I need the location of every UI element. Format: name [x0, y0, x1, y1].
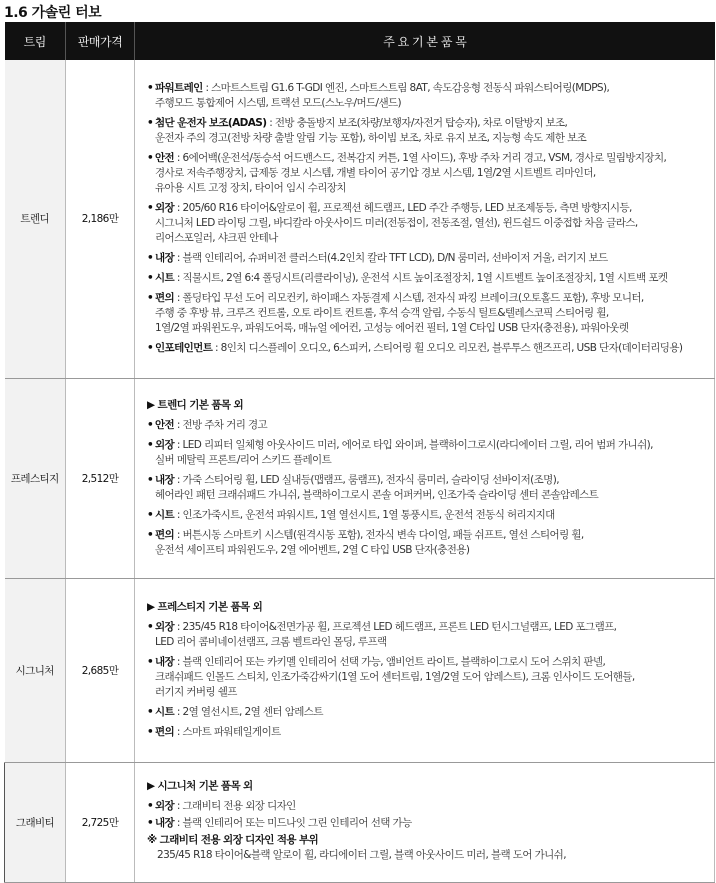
table-header-row [5, 22, 715, 60]
feature-item [147, 151, 706, 196]
trim-price: 2,512만 [66, 378, 135, 578]
feature-text: : 235/45 R18 타이어&전면가공 휠, 프로젝션 LED 헤드램프, 프론트 LED 턴시그널램프, LED 포그램프, LED 리어 콤비네이션램프, 크롬 벨트라인 몰딩, 루프랙 [155, 621, 617, 648]
feature-item [147, 418, 706, 433]
gravity-design-note-title: ※ 그래비티 전용 외장 디자인 적용 부위 [147, 833, 319, 846]
table-row-trendy [5, 60, 715, 378]
table-row-prestige [5, 378, 715, 578]
feature-label: 편의 [155, 292, 175, 305]
feature-text: : 전방 충돌방지 보조(차량/보행자/자전거 탑승자), 차로 이탈방지 보조, 운전자 주의 경고(전방 차량 출발 알림 기능 포함), 하이빔 보조, 차로 유지 보조, 지능형 속도 제한 보조 [155, 117, 587, 145]
feature-label: 시트 [155, 509, 175, 521]
feature-text: : 2열 열선시트, 2열 센터 암레스트 [174, 706, 323, 718]
feature-label: 파워트레인 [155, 82, 203, 95]
feature-item [147, 620, 706, 650]
feature-item [147, 201, 706, 246]
trim-name: 트렌디 [5, 60, 66, 378]
base-trim-note: ▶ 트렌디 기본 품목 외 [147, 399, 244, 411]
feature-item [147, 291, 706, 336]
header-features: 주 요 기 본 품 목 [135, 22, 715, 60]
table-row-signature [5, 578, 715, 762]
feature-list [147, 81, 706, 356]
feature-label: 내장 [155, 656, 175, 668]
feature-cell [135, 578, 715, 762]
feature-label: 첨단 운전자 보조(ADAS) [155, 117, 267, 130]
trim-name: 프레스티지 [5, 378, 66, 578]
feature-item [147, 705, 706, 720]
feature-label: 내장 [155, 252, 175, 265]
feature-item [147, 473, 706, 503]
feature-text: : 버튼시동 스마트키 시스템(원격시동 포함), 전자식 변속 다이얼, 패들 쉬프트, 열선 스티어링 휠, 운전석 세이프티 파워윈도우, 2열 에어벤트, 2열 C 타입 USB 단자(충전용) [155, 529, 584, 556]
trim-name: 그래비티 [5, 762, 66, 882]
feature-text: : 스마트 파워테일게이트 [174, 726, 281, 738]
feature-text: : 직물시트, 2열 6:4 폴딩시트(리클라이닝), 운전석 시트 높이조절장치, 1열 시트벨트 높이조절장치, 1열 시트백 포켓 [174, 272, 668, 285]
feature-item [147, 508, 706, 523]
table-row-gravity [5, 762, 715, 882]
feature-label: 안전 [155, 419, 175, 431]
feature-label: 외장 [155, 202, 175, 215]
feature-cell [135, 378, 715, 578]
feature-text: : 그래비티 전용 외장 디자인 [174, 799, 296, 812]
trim-name: 시그니처 [5, 578, 66, 762]
feature-list [147, 418, 706, 558]
feature-item [147, 341, 706, 356]
feature-item [147, 725, 706, 740]
feature-label: 내장 [155, 474, 175, 486]
feature-item [147, 438, 706, 468]
feature-text: : LED 리피터 일체형 아웃사이드 미러, 에어로 타입 와이퍼, 블랙하이그로시(라디에이터 그릴, 리어 범퍼 가니쉬), 실버 메탈릭 프론트/리어 스키드 플레이트 [155, 439, 653, 466]
feature-label: 외장 [155, 439, 175, 451]
feature-list [147, 799, 706, 831]
feature-text: : 가죽 스티어링 휠, LED 실내등(맵램프, 룸램프), 전자식 룸미러, 슬라이딩 선바이저(조명), 헤어라인 패턴 크래쉬패드 가니쉬, 블랙하이그로시 콘솔 어퍼커버, 인조가죽 슬라이딩 센터 콘솔암레스트 [155, 474, 599, 501]
feature-label: 안전 [155, 152, 175, 165]
feature-item [147, 116, 706, 146]
feature-item [147, 271, 706, 286]
feature-text: : 205/60 R16 타이어&알로이 휠, 프로젝션 헤드램프, LED 주간 주행등, LED 보조제동등, 측면 방향지시등, 시그니처 LED 라이팅 그릴, 바디칼라 아웃사이드 미러(전동접이, 전동조절, 열선), 윈드쉴드 이중접합 차음 글라스, 리어스포일러, 샤크핀 안테나 [155, 202, 638, 245]
gravity-design-note-text: 235/45 R18 타이어&블랙 알로이 휠, 라디에이터 그릴, 블랙 아웃사이드 미러, 블랙 도어 가니쉬, [157, 848, 566, 861]
feature-label: 내장 [155, 816, 175, 829]
feature-list [147, 620, 706, 740]
feature-item [147, 528, 706, 558]
base-trim-note: ▶ 프레스티지 기본 품목 외 [147, 601, 263, 613]
base-trim-note: ▶ 시그니처 기본 품목 외 [147, 779, 253, 792]
header-trim: 트림 [5, 22, 66, 60]
feature-item [147, 251, 706, 266]
feature-item [147, 655, 706, 700]
feature-item [147, 799, 706, 814]
trim-price: 2,186만 [66, 60, 135, 378]
feature-text: : 스마트스트림 G1.6 T-GDI 엔진, 스마트스트림 8AT, 속도감응형 전동식 파워스티어링(MDPS), 주행모드 통합제어 시스템, 트랙션 모드(스노우/머드/샌드) [155, 82, 610, 110]
feature-text: : 블랙 인테리어 또는 카키멜 인테리어 선택 가능, 앰비언트 라이트, 블랙하이그로시 도어 스위치 판넬, 크래쉬패드 인몰드 스티치, 인조가죽감싸기(1열 도어 센터트림, 1열/2열 도어 암레스트), 크롬 인사이드 도어핸들, 러기지 커버링 쉘프 [155, 656, 635, 698]
feature-text: : 폴딩타입 무선 도어 리모컨키, 하이패스 자동결제 시스템, 전자식 파킹 브레이크(오토홀드 포함), 후방 모니터, 주행 중 후방 뷰, 크루즈 컨트롤, 오토 라이트 컨트롤, 후석 승객 알림, 수동식 틸트&텔레스코픽 스티어링 휠, 1열/2열 파워윈도우, 파워도어록, 매뉴얼 에어컨, 고성능 에어컨 필터, 1열 C타입 USB 단자(충전용), 파워아웃렛 [155, 292, 644, 335]
page-title: 1.6 가솔린 터보 [4, 5, 102, 21]
header-price: 판매가격 [66, 22, 135, 60]
feature-text: : 전방 주차 거리 경고 [174, 419, 268, 431]
feature-text: : 8인치 디스플레이 오디오, 6스피커, 스티어링 휠 오디오 리모컨, 블루투스 핸즈프리, USB 단자(데이터리딩용) [212, 342, 683, 355]
feature-cell [135, 762, 715, 882]
feature-label: 시트 [155, 706, 175, 718]
feature-label: 편의 [155, 726, 175, 738]
feature-text: : 6에어백(운전석/동승석 어드밴스드, 전복감지 커튼, 1열 사이드), 후방 주차 거리 경고, VSM, 경사로 밀림방지장치, 경사로 저속주행장치, 급제동 경보 시스템, 개별 타이어 공기압 경보 시스템, 1열/2열 시트벨트 리마인더, 유아용 시트 고정 장치, 타이어 임시 수리장치 [155, 152, 667, 195]
feature-text: : 블랙 인테리어 또는 미드나잇 그린 인테리어 선택 가능 [174, 816, 412, 829]
feature-text: : 블랙 인테리어, 슈퍼비전 클러스터(4.2인치 칼라 TFT LCD), D/N 룸미러, 선바이저 거울, 러기지 보드 [174, 252, 608, 265]
feature-item [147, 816, 706, 831]
feature-label: 인포테인먼트 [155, 342, 213, 355]
feature-label: 시트 [155, 272, 175, 285]
feature-label: 편의 [155, 529, 175, 541]
trim-spec-table [4, 22, 715, 883]
feature-item [147, 81, 706, 111]
feature-text: : 인조가죽시트, 운전석 파워시트, 1열 열선시트, 1열 통풍시트, 운전석 전동식 허리지지대 [174, 509, 555, 521]
feature-label: 외장 [155, 621, 175, 633]
feature-cell [135, 60, 715, 378]
feature-label: 외장 [155, 799, 175, 812]
trim-price: 2,725만 [66, 762, 135, 882]
trim-price: 2,685만 [66, 578, 135, 762]
